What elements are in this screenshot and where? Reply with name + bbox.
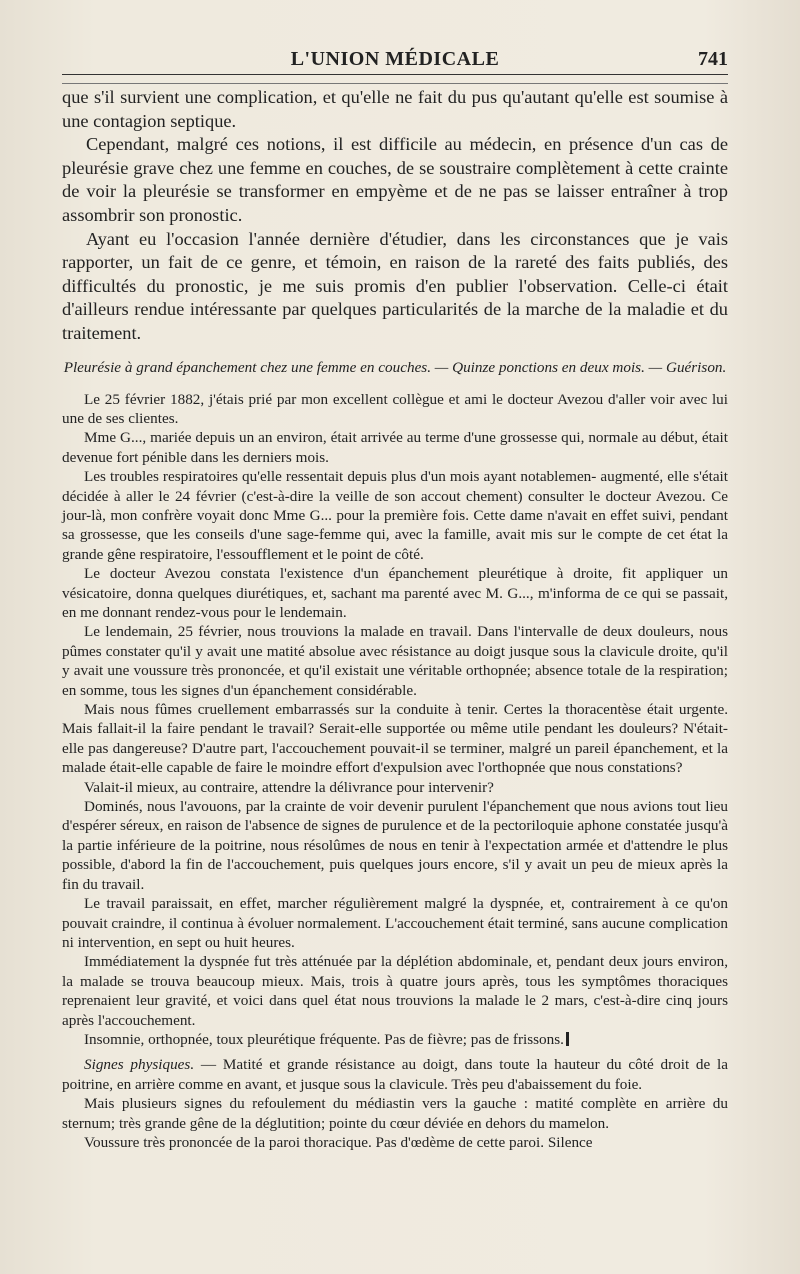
case-paragraph: Mais nous fûmes cruellement embarrassés sur la conduite à tenir. Certes la thoracentèse était urgente. Mais fallait-il la faire pendant le travail? Serait-elle supportée ou même utile pendant les douleurs? N'était-elle pas dangereuse? D'autre part, l'accouchement pouvait-il se terminer, malgré un pareil épanchement, et la malade était-elle capable de faire le moindre effort d'expulsion avec l'orthopnée que nous constations?	[62, 701, 728, 777]
case-paragraph: Le docteur Avezou constata l'existence d'un épanchement pleurétique à droite, fit appliquer un vésicatoire, donna quelques diurétiques, et, sachant ma parenté avec M. G..., m'informa de ce qui se passait, en me donnant rendez-vous pour le lendemain.	[62, 565, 728, 621]
case-paragraph: Mais plusieurs signes du refoulement du médiastin vers la gauche : matité complète en arrière du sternum; très grande gêne de la déglutition; pointe du cœur déviée en dehors du mamelon.	[62, 1095, 728, 1132]
intro-section	[62, 86, 728, 346]
intro-paragraph: que s'il survient une complication, et qu'elle ne fait du pus qu'autant qu'elle est soumise à une contagion septique.	[62, 87, 728, 131]
case-paragraph: Le travail paraissait, en effet, marcher régulièrement malgré la dyspnée, et, contrairement à ce qu'on pouvait craindre, il continua à évoluer normalement. L'accouchement était terminé, sans aucune complication ni intervention, en sept ou huit heures.	[62, 895, 728, 951]
case-paragraph	[62, 1030, 728, 1049]
intro-paragraph: Ayant eu l'occasion l'année dernière d'étudier, dans les circonstances que je vais rapporter, un fait de ce genre, et témoin, en raison de la rareté des faits publiés, des difficultés du pronostic, je me suis promis d'en publier l'observation. Celle-ci était d'ailleurs rendue intéressante par quelques particularités de la marche de la maladie et du traitement.	[62, 228, 728, 343]
case-paragraph: Voussure très prononcée de la paroi thoracique. Pas d'œdème de cette paroi. Silence	[84, 1133, 593, 1151]
case-paragraph: Valait-il mieux, au contraire, attendre la délivrance pour intervenir?	[84, 778, 494, 796]
running-head	[62, 40, 728, 75]
ink-mark	[566, 1032, 569, 1046]
case-paragraph: Mme G..., mariée depuis un an environ, était arrivée au terme d'une grossesse qui, normale au début, était devenue fort pénible dans les derniers mois.	[62, 429, 728, 466]
case-paragraph: Immédiatement la dyspnée fut très atténuée par la déplétion abdominale, et, pendant deux jours environ, la malade se trouva beaucoup mieux. Mais, trois à quatre jours après, tous les symptômes thoraciques reprenaient leur gravité, et voici dans quel état nous trouvions la malade le 2 mars, c'est-à-dire cinq jours après l'accouchement.	[62, 953, 728, 1029]
case-report	[62, 390, 728, 1153]
case-paragraph: Les troubles respiratoires qu'elle ressentait depuis plus d'un mois ayant notablemen- augmenté, elle s'était décidée à aller le 24 février (c'est-à-dire la veille de son accout chement) consulter le docteur Avezou. Ce jour-là, mon confrère voyait donc Mme G... pour la première fois. Cette dame n'avait en effet suivi, pendant sa grossesse, que les conseils d'une sage-femme qui, avec la famille, avait mis sur le compte de cet état la grande gêne respiratoire, l'essoufflement et le point de côté.	[62, 468, 728, 563]
journal-title: L'UNION MÉDICALE	[290, 48, 500, 70]
case-paragraph-text: — Matité et grande résistance au doigt, dans toute la hauteur du côté droit de la poitrine, en arrière comme en avant, et jusque sous la clavicule. Très peu d'abaissement du foie.	[62, 1056, 728, 1093]
page-number: 741	[698, 48, 728, 70]
case-paragraph: Le 25 février 1882, j'étais prié par mon excellent collègue et ami le docteur Avezou d'aller voir avec lui une de ses clientes.	[62, 390, 728, 427]
case-paragraph: Le lendemain, 25 février, nous trouvions la malade en travail. Dans l'intervalle de deux douleurs, nous pûmes constater qu'il y avait une matité absolue avec résistance au doigt jusque sous la clavicule droite, qu'il y avait une voussure très prononcée, et qu'il existait une véritable orthopnée; absence totale de la respiration; en somme, tous les signes d'un épanchement considérable.	[62, 623, 728, 699]
header-rule	[62, 75, 728, 84]
case-title: Pleurésie à grand épanchement chez une femme en couches. — Quinze ponctions en deux mois. — Guérison.	[63, 358, 727, 376]
case-paragraph-text: Insomnie, orthopnée, toux pleurétique fréquente. Pas de fièvre; pas de frissons.	[84, 1030, 564, 1048]
signes-label: Signes physiques.	[84, 1056, 195, 1074]
intro-paragraph: Cependant, malgré ces notions, il est difficile au médecin, en présence d'un cas de pleurésie grave chez une femme en couches, de se soustraire complètement à cette crainte de voir la pleurésie se transformer en empyème et de ne pas se laisser entraîner à trop assombrir son pronostic.	[62, 134, 728, 225]
case-paragraph: Dominés, nous l'avouons, par la crainte de voir devenir purulent l'épanchement que nous avions tout lieu d'espérer séreux, en raison de l'absence de signes de purulence et de la pectoriloquie aphone constatée jusqu'à la partie inférieure de la poitrine, nous résolûmes de nous en tenir à l'expectation armée et d'attendre le plus possible, d'abord la fin de l'accouchement, puis quelques jours encore, s'il y avait un peu de mieux après la fin du travail.	[62, 798, 728, 893]
case-paragraph	[62, 1055, 728, 1094]
